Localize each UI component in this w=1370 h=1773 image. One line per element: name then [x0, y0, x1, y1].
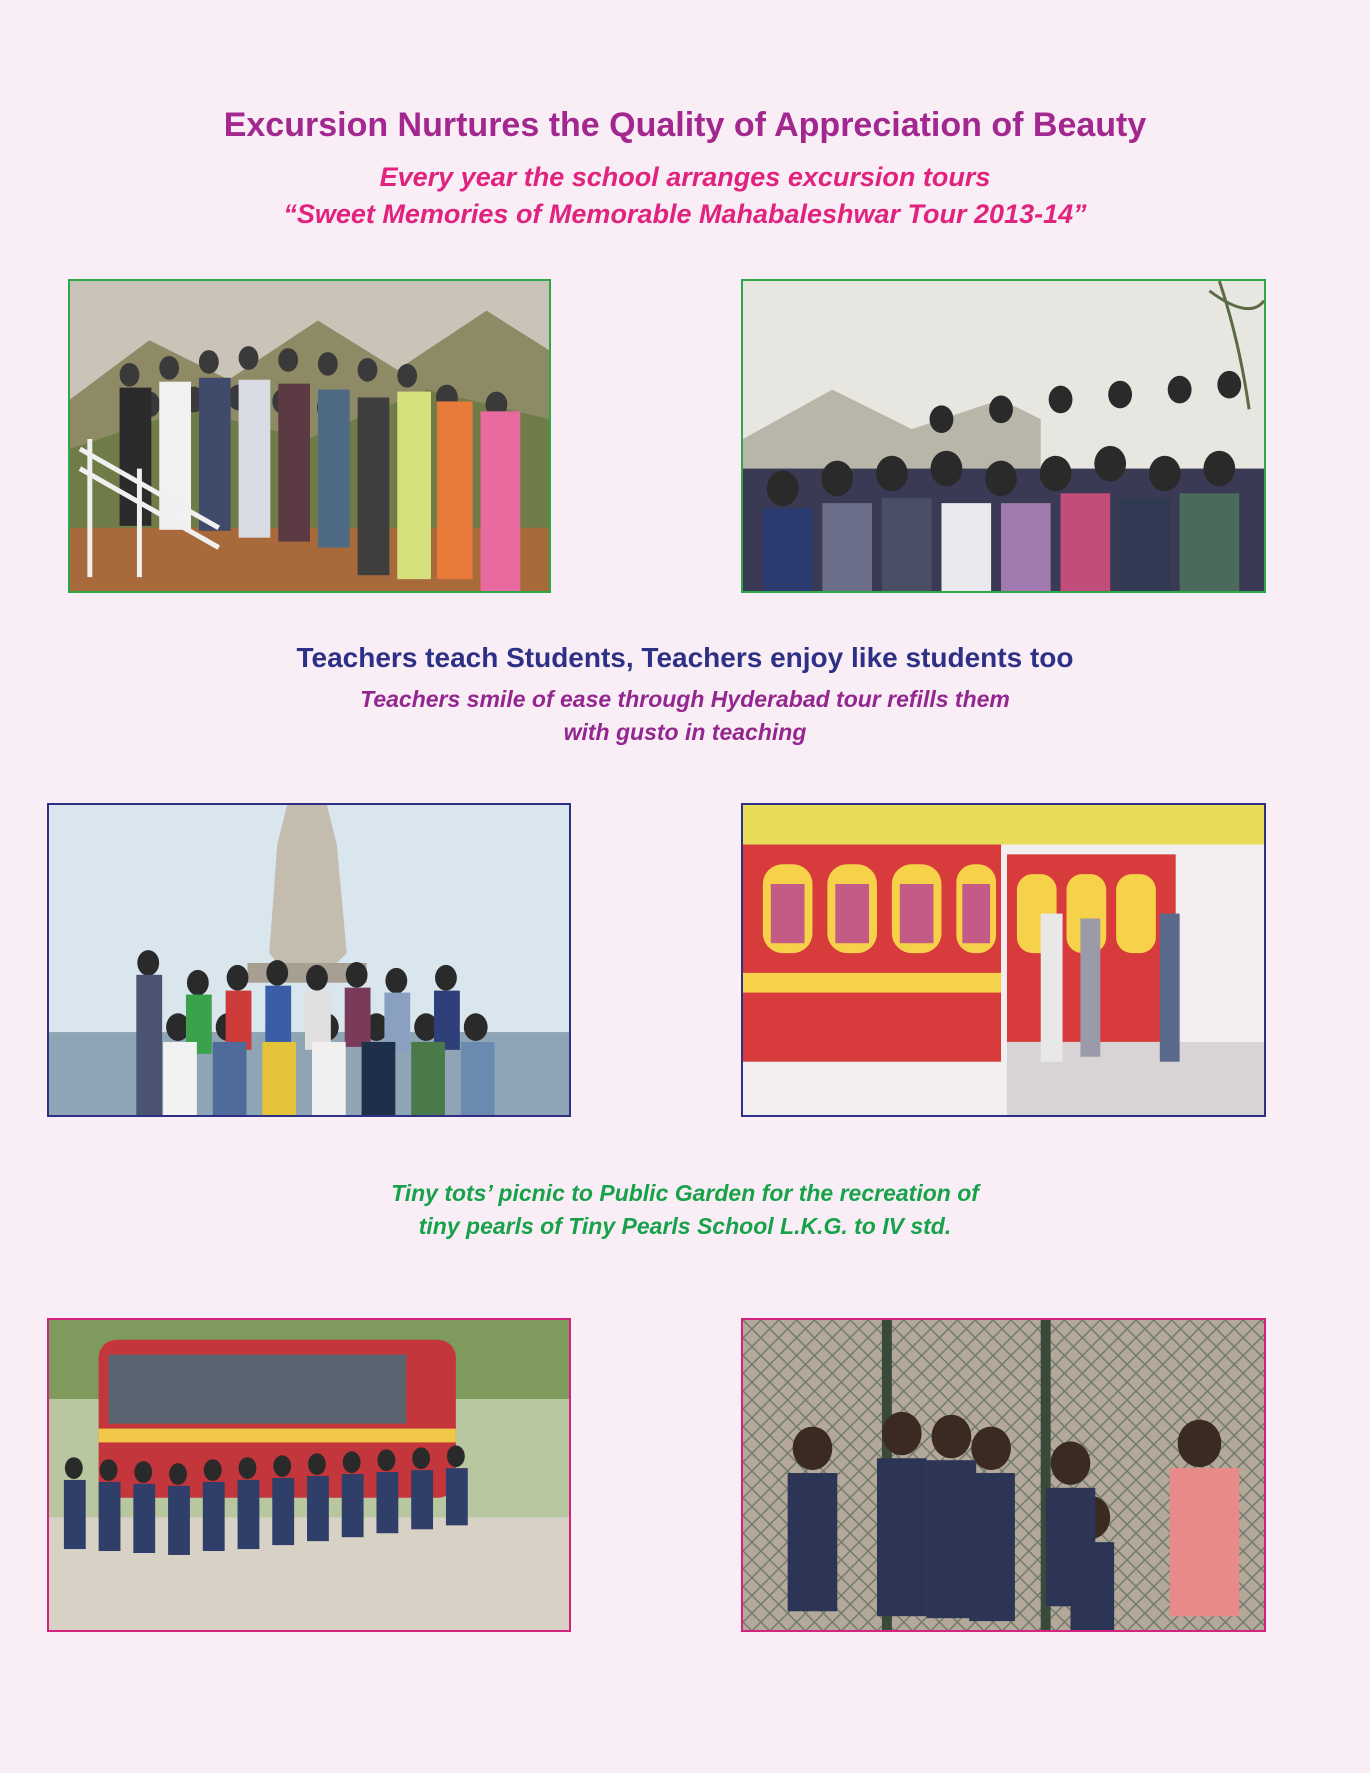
photo-tiny-tots-garden	[741, 1318, 1266, 1632]
section2-subtitle-line1: Teachers smile of ease through Hyderabad tour refills them	[360, 686, 1010, 712]
photo-mahabaleshwar-group-hill	[68, 279, 551, 593]
section3-caption-line1: Tiny tots’ picnic to Public Garden for the recreation of	[391, 1180, 979, 1206]
section1-subtitle-line1: Every year the school arranges excursion tours	[379, 162, 991, 192]
photo-hyderabad-buddha-statue	[47, 803, 571, 1117]
section3-caption-line2: tiny pearls of Tiny Pearls School L.K.G. to IV std.	[418, 1213, 952, 1239]
section2-subtitle-line2: with gusto in teaching	[563, 719, 807, 745]
page-title: Excursion Nurtures the Quality of Appreciation of Beauty	[223, 106, 1147, 144]
photo-tiny-tots-bus	[47, 1318, 571, 1632]
section1-subtitle-line2: “Sweet Memories of Memorable Mahabaleshwar Tour 2013-14”	[283, 199, 1087, 229]
section2-heading: Teachers teach Students, Teachers enjoy like students too	[296, 642, 1074, 673]
photo-mahabaleshwar-group-seated	[741, 279, 1266, 593]
photo-hyderabad-toy-train	[741, 803, 1266, 1117]
